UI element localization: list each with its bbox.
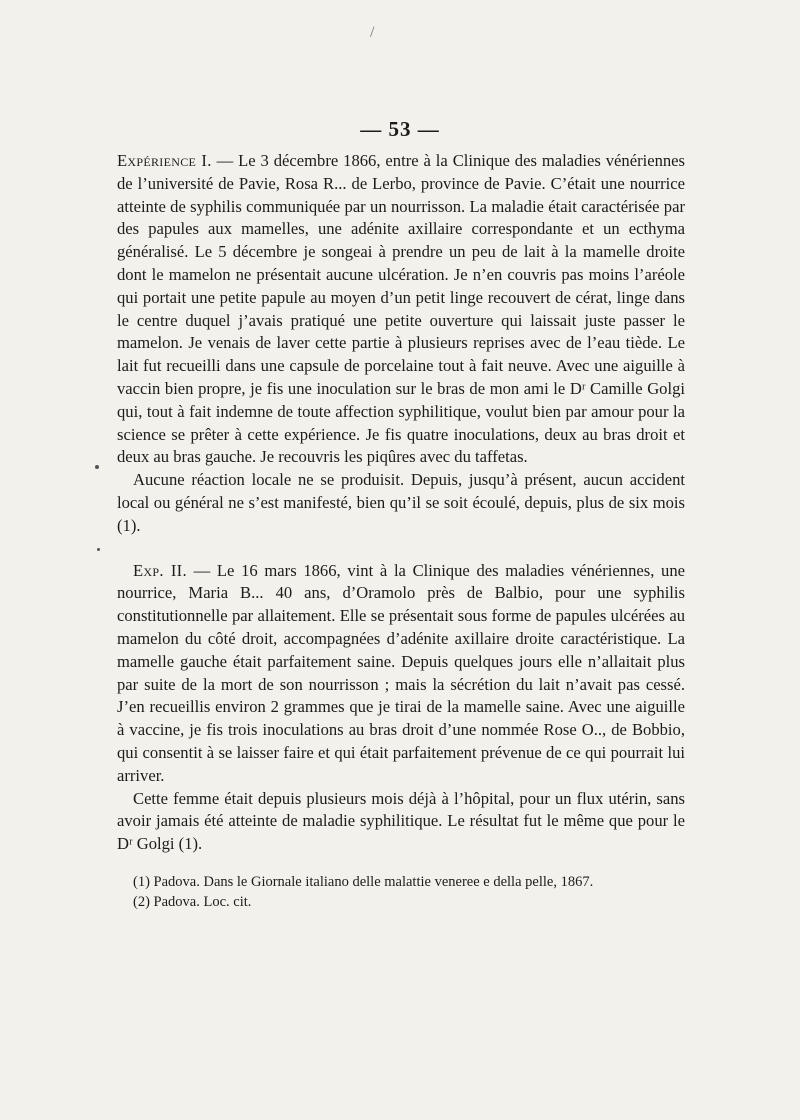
footnote: (1) Padova. Dans le Giornale italiano delle malattie veneree e della pelle, 1867. — [133, 874, 594, 890]
paragraph-text: — Le 3 décembre 1866, entre à la Clinique des maladies vénériennes de l’université de Pavie, Rosa R... de Lerbo, province de Pavie. C’était une nourrice atteinte de syphilis communiquée par un nourrisson. La maladie était caractérisée par des papules aux mamelles, une adénite axillaire correspondante et un ecthyma généralisé. Le 5 décembre je songeai à prendre un peu de lait à la mamelle droite dont le mamelon ne présentait aucune ulcération. Je n’en couvris pas moins l’aréole qui portait une petite papule au moyen d’un petit linge recouvert de cérat, linge dans le centre duquel j’avais pratiqué une petite ouverture qui laissait juste passer le mamelon. Je venais de laver cette partie à plusieurs reprises avec de l’eau tiède. Le lait fut recueilli dans une capsule de porcelaine tout à fait neuve. Avec une aiguille à vaccin bien propre, je fis une inoculation sur le bras de mon ami le Dʳ Camille Golgi qui, tout à fait indemne de toute affection syphilitique, voulut bien par amour pour la science se prêter à cette expérience. Je fis quatre inoculations, deux au bras droit et deux au bras gauche. Je recouvris les piqûres avec du taffetas. — [117, 151, 685, 467]
margin-dot — [95, 465, 99, 469]
paragraph-result-2 — [117, 788, 685, 856]
page-number: — 53 — — [360, 117, 440, 141]
experiment-heading: Exp. II. — [133, 560, 187, 580]
scan-mark: / — [370, 24, 375, 41]
footnote: (2) Padova. Loc. cit. — [133, 894, 252, 910]
experiment-heading: Expérience I. — [117, 151, 212, 170]
paragraph-result-1 — [117, 469, 685, 537]
body-text — [117, 150, 685, 856]
paragraph-experience-1 — [117, 150, 685, 469]
paragraph-text: Aucune réaction locale ne se produisit. Depuis, jusqu’à présent, aucun accident local ou général ne s’est manifesté, bien qu’il se soit écoulé, depuis, plus de six mois (1). — [117, 470, 685, 535]
paragraph-experience-2 — [117, 560, 685, 788]
footnotes — [133, 872, 693, 912]
paragraph-text: — Le 16 mars 1866, vint à la Clinique des maladies vénériennes, une nourrice, Maria B... 40 ans, d’Oramolo près de Balbio, pour une syphilis constitutionnelle par allaitement. Elle se présentait sous forme de papules ulcérées au mamelon du côté droit, accompagnées d’adénite axillaire droite caractéristique. La mamelle gauche était parfaitement saine. Depuis quelques jours elle n’allaitait plus par suite de la mort de son nourrisson ; mais la sécrétion du lait n’avait pas cessé. J’en recueillis environ 2 grammes que je tirai de la mamelle saine. Avec une aiguille à vaccine, je fis trois inoculations au bras droit d’une nommée Rose O.., de Bobbio, qui consentit à se laisser faire et qui était parfaitement prévenue de ce qui pourrait lui arriver. — [117, 560, 685, 785]
paragraph-text: Cette femme était depuis plusieurs mois déjà à l’hôpital, pour un flux utérin, sans avoir jamais été atteinte de maladie syphilitique. Le résultat fut le même que pour le Dʳ Golgi (1). — [117, 788, 685, 854]
margin-dot — [97, 548, 100, 551]
